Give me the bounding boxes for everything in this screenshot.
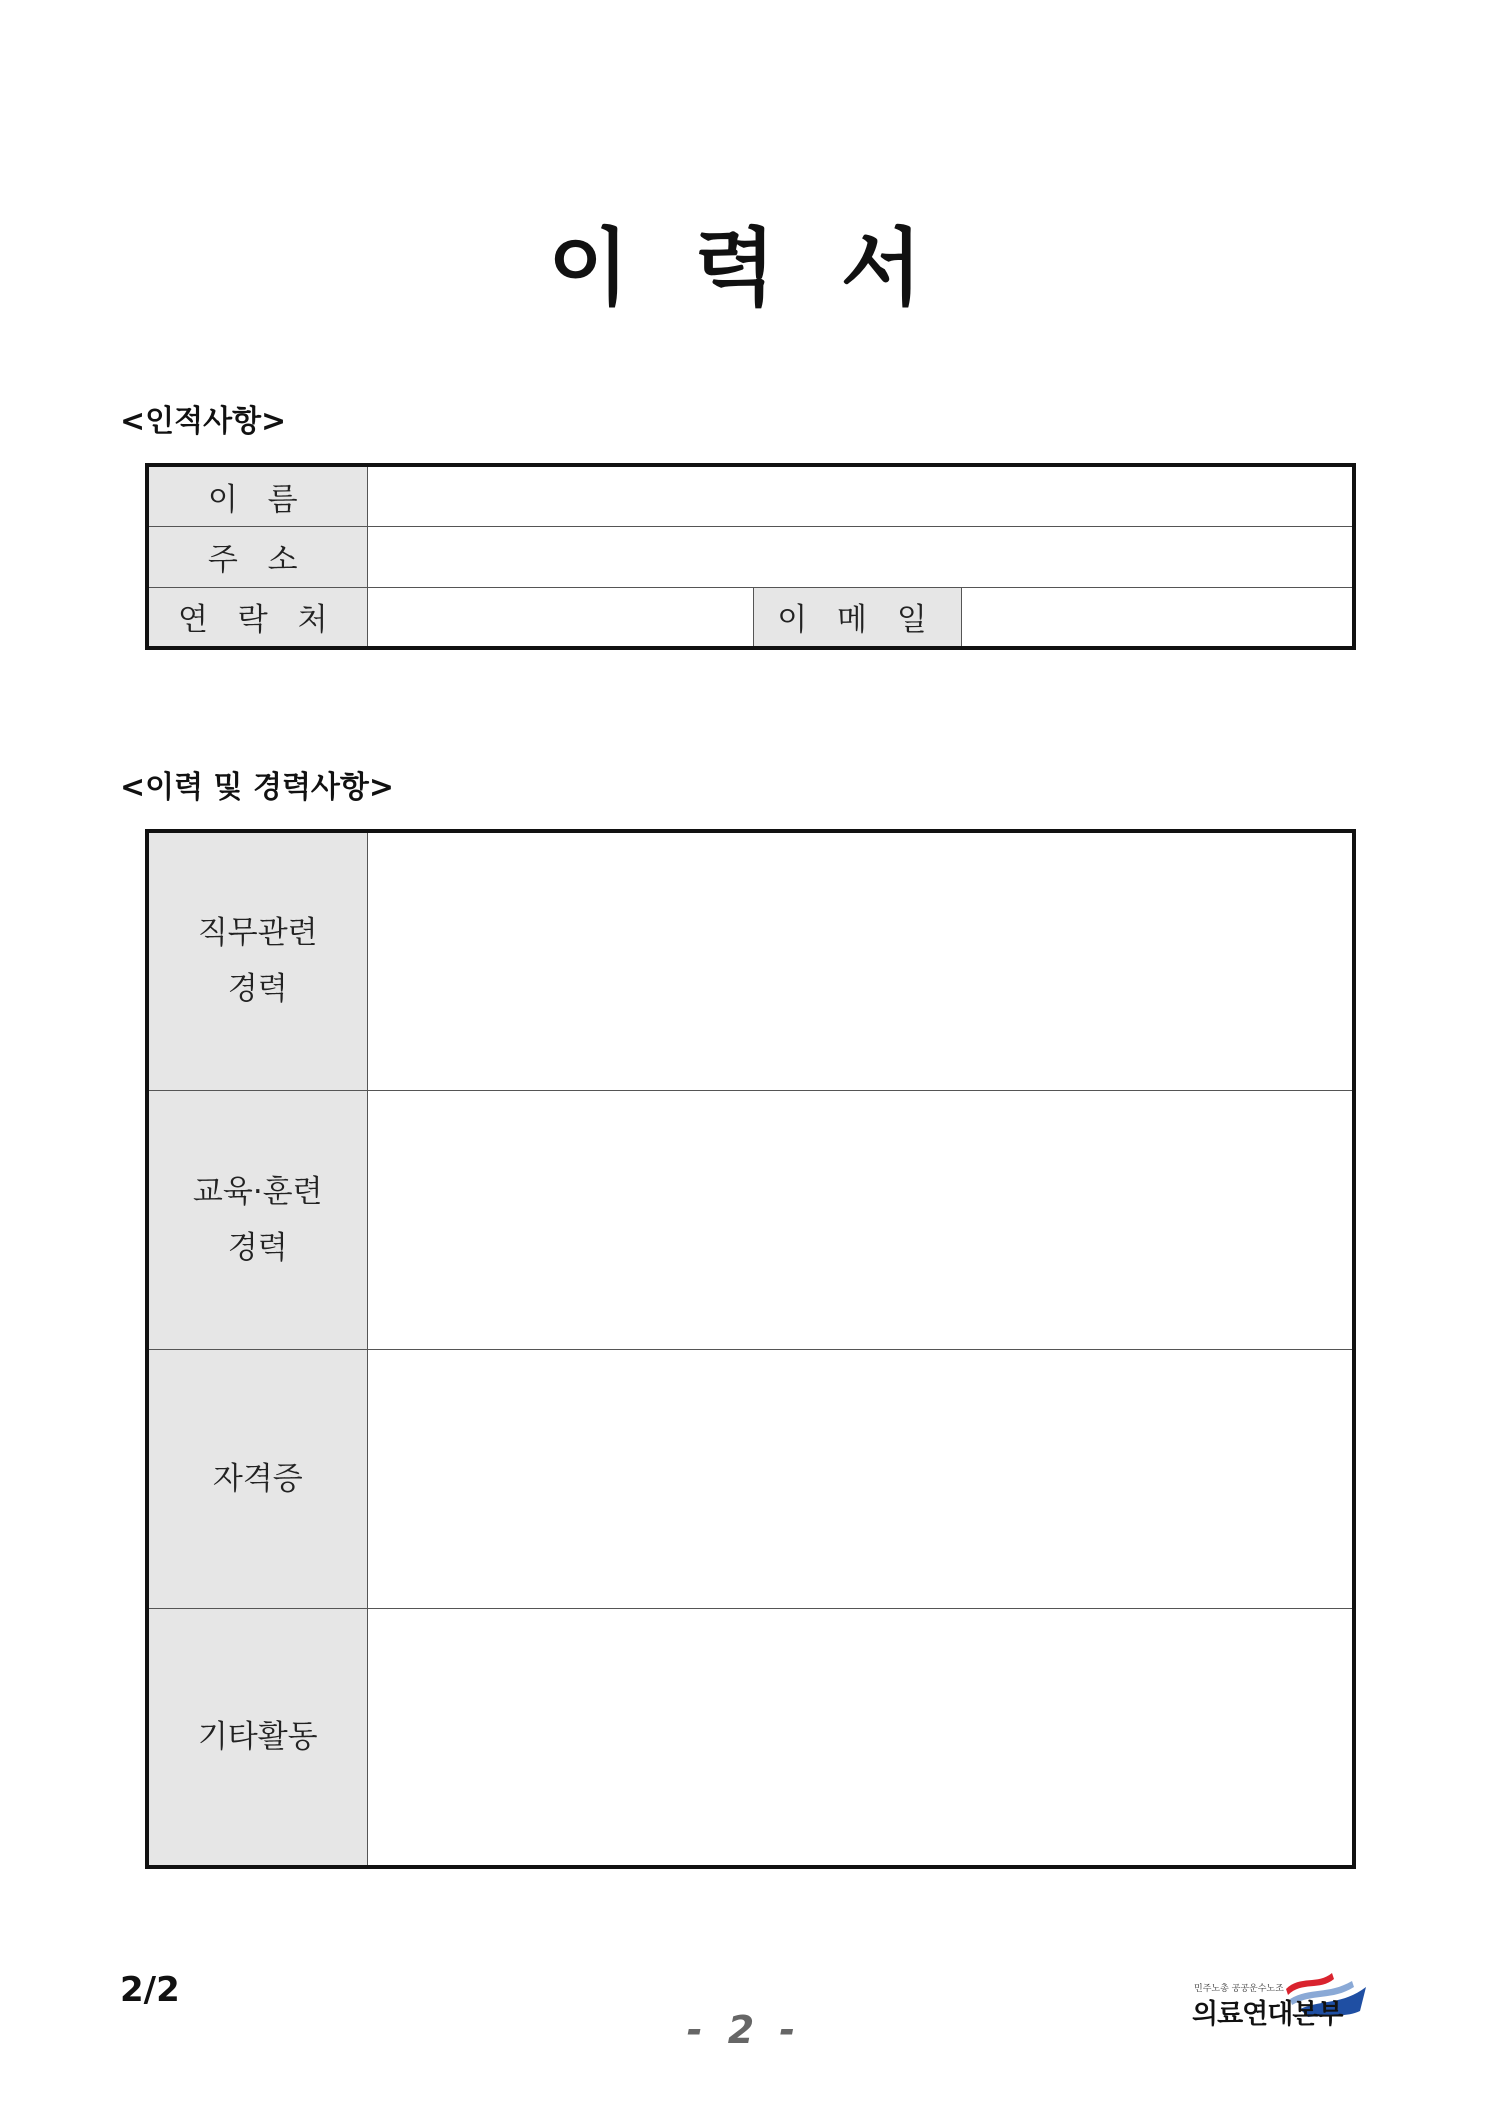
other-activities-field[interactable] [367, 1608, 1354, 1867]
career-section-heading: <이력 및 경력사항> [120, 770, 395, 805]
email-field[interactable] [961, 587, 1354, 648]
logo-subtitle: 민주노총 공공운수노조 [1194, 1984, 1284, 1994]
training-field[interactable] [367, 1090, 1354, 1349]
label-line: 자격증 [212, 1460, 303, 1497]
contact-label: 연 락 처 [147, 587, 367, 648]
address-field[interactable] [367, 526, 1354, 587]
personal-section-heading: <인적사항> [120, 404, 287, 439]
other-activities-label [147, 1608, 367, 1867]
contact-row [147, 587, 1354, 648]
career-row-job-experience [147, 831, 1354, 1090]
address-label: 주 소 [147, 526, 367, 587]
career-table [145, 829, 1356, 1869]
label-line: 교육·훈련 [192, 1173, 323, 1210]
organization-logo [1180, 1965, 1370, 2035]
certificates-label [147, 1349, 367, 1608]
job-experience-label [147, 831, 367, 1090]
career-row-certificates [147, 1349, 1354, 1608]
label-line: 경력 [227, 1229, 288, 1266]
career-row-training [147, 1090, 1354, 1349]
address-row [147, 526, 1354, 587]
page-counter: 2/2 [120, 1970, 180, 2010]
label-line: 직무관련 [197, 915, 318, 952]
training-label [147, 1090, 367, 1349]
email-label: 이 메 일 [753, 587, 961, 648]
name-label: 이 름 [147, 465, 367, 526]
certificates-field[interactable] [367, 1349, 1354, 1608]
label-line: 기타활동 [197, 1718, 318, 1755]
name-row [147, 465, 1354, 526]
contact-field[interactable] [367, 587, 753, 648]
page-number: - 2 - [686, 2008, 802, 2052]
name-field[interactable] [367, 465, 1354, 526]
document-title: 이 력 서 [548, 219, 940, 317]
label-line: 경력 [227, 971, 288, 1008]
logo-name: 의료연대본부 [1192, 1999, 1343, 2030]
career-row-other-activities [147, 1608, 1354, 1867]
personal-info-table [145, 463, 1356, 650]
job-experience-field[interactable] [367, 831, 1354, 1090]
